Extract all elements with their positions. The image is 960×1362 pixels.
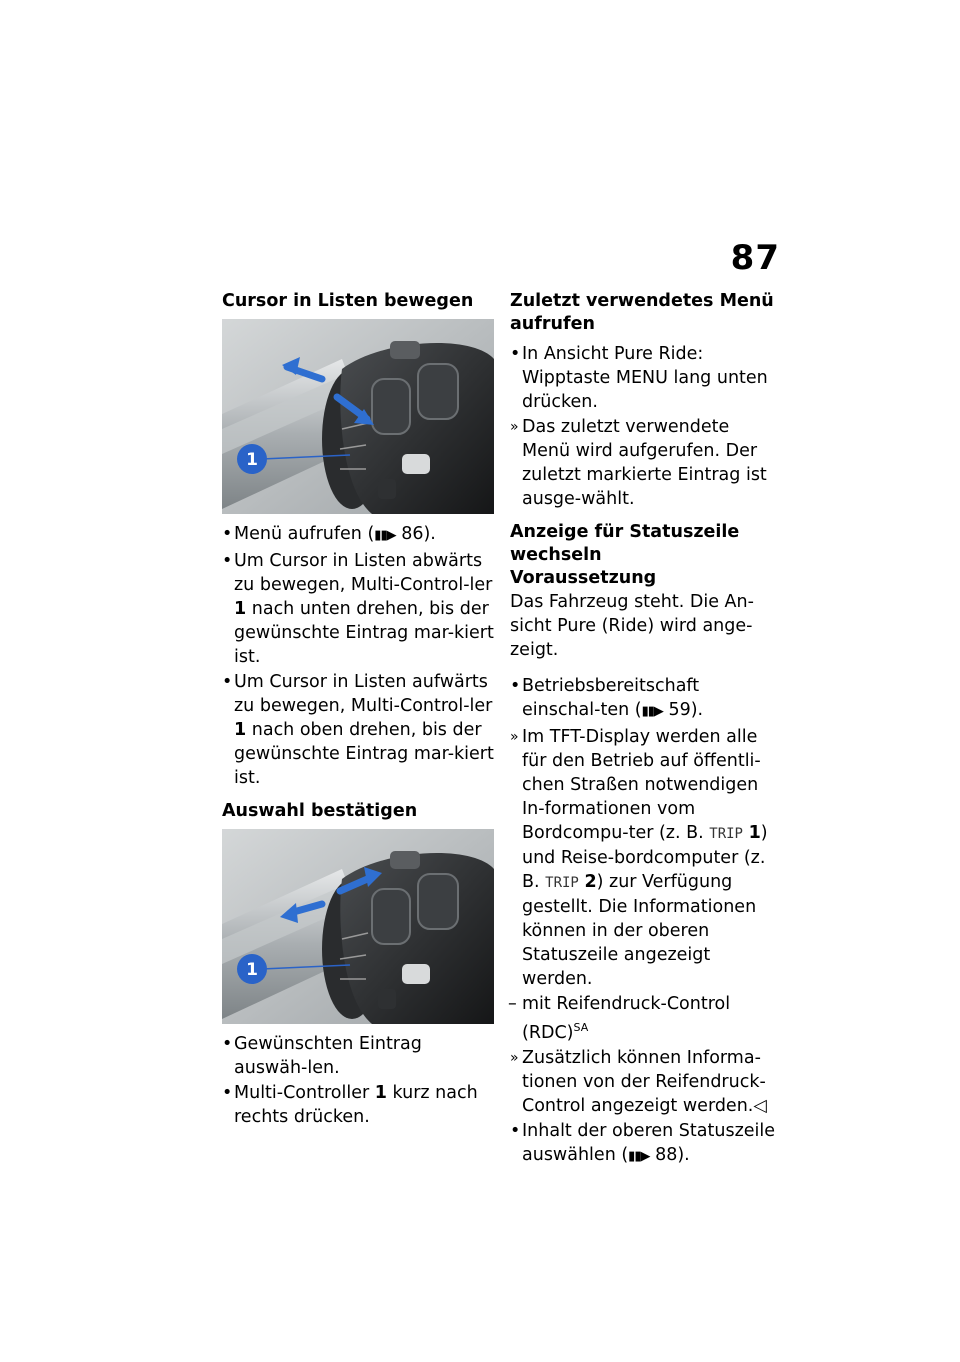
section-title-confirm: Auswahl bestätigen — [222, 801, 418, 821]
section-title-status-line: Anzeige für Statuszeile wechseln — [510, 522, 740, 565]
list-item: • Um Cursor in Listen abwärts zu bewegen, Multi-Control-ler 1 nach unten drehen, bis der gewünschte Eintrag mar-kiert ist. — [222, 549, 494, 669]
page-ref-icon: ▮▮▶ — [641, 704, 663, 719]
page-number: 87 — [730, 238, 780, 278]
list-item: • Multi-Controller 1 kurz nach rechts drücken. — [222, 1081, 494, 1129]
result-icon: » — [510, 729, 519, 745]
callout-1-label: 1 — [246, 960, 258, 980]
handlebar-illustration — [222, 319, 494, 514]
result-item: » Im TFT-Display werden alle für den Betrieb auf öffentli-chen Straßen notwendigen In-formationen vom Bordcompu-ter (z. B. TRIP 1) und Reise-bordcomputer (z. B. TRIP 2) zur Verfügung gestellt. Die Informationen können in der oberen Statuszeile angezeigt werden. — [510, 727, 768, 989]
section-title-cursor: Cursor in Listen bewegen — [222, 291, 474, 311]
prerequisite-text: Das Fahrzeug steht. Die An-sicht Pure (Ride) wird ange-zeigt. — [510, 592, 754, 660]
handlebar-illustration-2 — [222, 829, 494, 1024]
result-item: » Zusätzlich können Informa-tionen von der Reifendruck-Control angezeigt werden.◁ — [510, 1047, 767, 1116]
figure-multi-controller-rotate — [222, 319, 494, 514]
callout-1-label: 1 — [246, 450, 258, 470]
page-ref-icon: ▮▮▶ — [628, 1148, 650, 1164]
list-item: • Um Cursor in Listen aufwärts zu bewegen, Multi-Control-ler 1 nach oben drehen, bis der gewünschte Eintrag mar-kiert ist. — [222, 670, 494, 790]
list-item: • Gewünschten Eintrag auswäh-len. — [222, 1032, 494, 1080]
result-icon: » — [510, 1049, 519, 1066]
dash-icon: – — [508, 994, 517, 1014]
list-item: • Menü aufrufen (▮▮▶ 86). — [222, 522, 494, 548]
list-item: • Inhalt der oberen Statuszeile auswählen (▮▮▶ 88). — [510, 1119, 782, 1169]
page-ref-icon: ▮▮▶ — [374, 528, 396, 543]
condition-item: – mit Reifendruck-Control (RDC)$^{SA}$ — [508, 994, 731, 1043]
result-icon: » — [510, 419, 519, 435]
list-item: • In Ansicht Pure Ride: Wipptaste MENU lang unten drücken. — [510, 342, 782, 414]
right-column — [510, 290, 782, 1179]
result-item: » Das zuletzt verwendete Menü wird aufgerufen. Der zuletzt markierte Eintrag ist ausge-wählt. — [510, 417, 767, 509]
list-item: • Betriebsbereitschaft einschal-ten (▮▮▶ 59). — [510, 674, 782, 724]
end-mark-icon: ◁ — [753, 1095, 767, 1116]
prerequisite-title: Voraussetzung — [510, 568, 657, 588]
section-title-last-menu: Zuletzt verwendetes Menü aufrufen — [510, 291, 774, 334]
figure-multi-controller-push — [222, 829, 494, 1024]
left-column — [222, 290, 494, 1139]
